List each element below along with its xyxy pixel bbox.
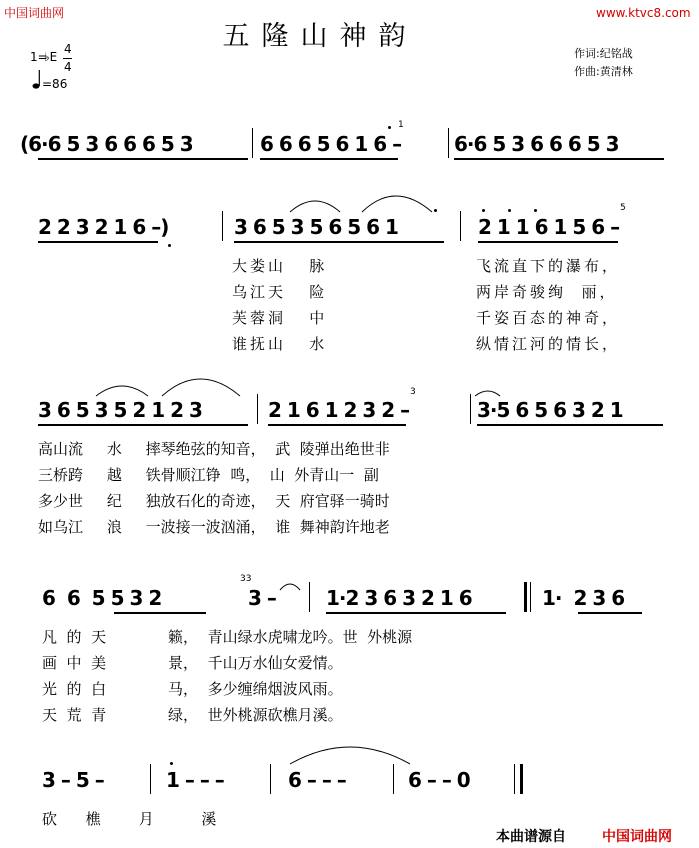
notes-row4-bar2: 1·2 3 6 3 2 1 6 <box>326 586 472 610</box>
footer-site: 中国词曲网 <box>602 829 672 845</box>
lyric-v2b: 两岸奇骏绚 丽， <box>476 283 618 301</box>
lyric-r4-l2: 画 中 美 景， 千山万水仙女爱情。 <box>42 654 343 672</box>
lyric-r4-l3: 光 的 白 马， 多少缠绵烟波风雨。 <box>42 680 343 698</box>
lyric-r4-l1: 凡 的 天 籁， 青山绿水虎啸龙吟。世 外桃源 <box>42 628 413 646</box>
key-label: 1= <box>30 50 48 64</box>
grace-note: 3 <box>410 387 416 397</box>
notes-row4-bar3: 1· 2 3 6 <box>542 586 625 610</box>
page-title: 五隆山神韵 <box>222 21 418 52</box>
slur <box>290 201 340 212</box>
grace-note: 33 <box>240 574 252 584</box>
notes-row5-bar4: 6 – – 0 <box>408 768 470 792</box>
notes-row1-bar1: (6·6 5 3 6 6 6 5 3 <box>20 132 193 156</box>
slur <box>162 379 240 396</box>
grace-note: 1 <box>398 120 404 130</box>
lyric-r5-l1: 砍 樵 月 溪 <box>42 810 217 828</box>
site-logo-left: 中国词曲网 <box>4 6 65 20</box>
composer-credit: 作曲:黄清林 <box>574 65 633 78</box>
key-flat: ♭E <box>44 50 58 64</box>
notes-row5-bar3: 6 – – – <box>288 768 346 792</box>
lyric-v3a: 芙蓉洞 中 <box>232 309 328 327</box>
notes-row3-bar3: 3·5 6 5 6 3 2 1 <box>477 398 623 422</box>
lyric-v1a: 大娄山 脉 <box>232 257 328 275</box>
lyric-r3-l3: 多少世 纪 独放石化的奇迹， 天 府官驿一骑时 <box>38 492 390 510</box>
notes-row5-bar1: 3 – 5 – <box>42 768 104 792</box>
site-logo-right: www.ktvc8.com <box>596 6 691 20</box>
lyric-r3-l1: 高山流 水 摔琴绝弦的知音， 武 陵弹出绝世非 <box>38 440 390 458</box>
lyric-r3-l4: 如乌江 浪 一波接一波汹涌， 谁 舞神韵许地老 <box>38 518 390 536</box>
notes-row4-bar1: 6 6 5 5 3 2 <box>42 586 162 610</box>
lyric-v1b: 飞流直下的瀑布， <box>476 257 621 275</box>
lyric-v4b: 纵情江河的情长， <box>476 335 621 353</box>
slur <box>475 391 500 396</box>
notes-row5-bar2: 1 – – – <box>166 768 224 792</box>
notes-row4-bar1b: 3 – <box>248 586 276 610</box>
notes-row1-bar3: 6·6 5 3 6 6 6 5 3 <box>454 132 619 156</box>
tempo-label: =86 <box>42 77 68 91</box>
slur <box>96 386 148 396</box>
grace-note: 5 <box>620 203 626 213</box>
time-top: 4 <box>64 42 72 56</box>
slur <box>290 747 410 764</box>
lyric-r4-l4: 天 荒 青 绿， 世外桃源砍樵月溪。 <box>42 706 343 724</box>
notes-row3-bar2: 2 1 6 1 2 3 2 – <box>268 398 410 422</box>
notes-row2-bar3: 2 1 1 6 1 5 6 – <box>478 215 620 239</box>
time-bottom: 4 <box>64 60 72 74</box>
notes-row1-bar2: 6 6 6 5 6 1 6 – <box>260 132 402 156</box>
notes-row2-bar2: 3 6 5 3 5 6 5 6 1 <box>234 215 398 239</box>
slur <box>280 584 300 590</box>
footer-source: 本曲谱源自 <box>496 829 566 845</box>
lyric-v4a: 谁抚山 水 <box>232 335 328 353</box>
lyric-v3b: 千姿百态的神奇， <box>476 309 621 327</box>
notes-row2-bar1: 2 2 3 2 1 6 –) <box>38 215 169 239</box>
slur <box>362 196 432 212</box>
lyric-v2a: 乌江天 险 <box>232 283 328 301</box>
notes-row3-bar1: 3 6 5 3 5 2 1 2 3 <box>38 398 202 422</box>
lyric-r3-l2: 三桥跨 越 铁骨顺江铮 鸣， 山 外青山一 副 <box>38 466 379 484</box>
lyricist-credit: 作词:纪铭战 <box>574 47 633 60</box>
